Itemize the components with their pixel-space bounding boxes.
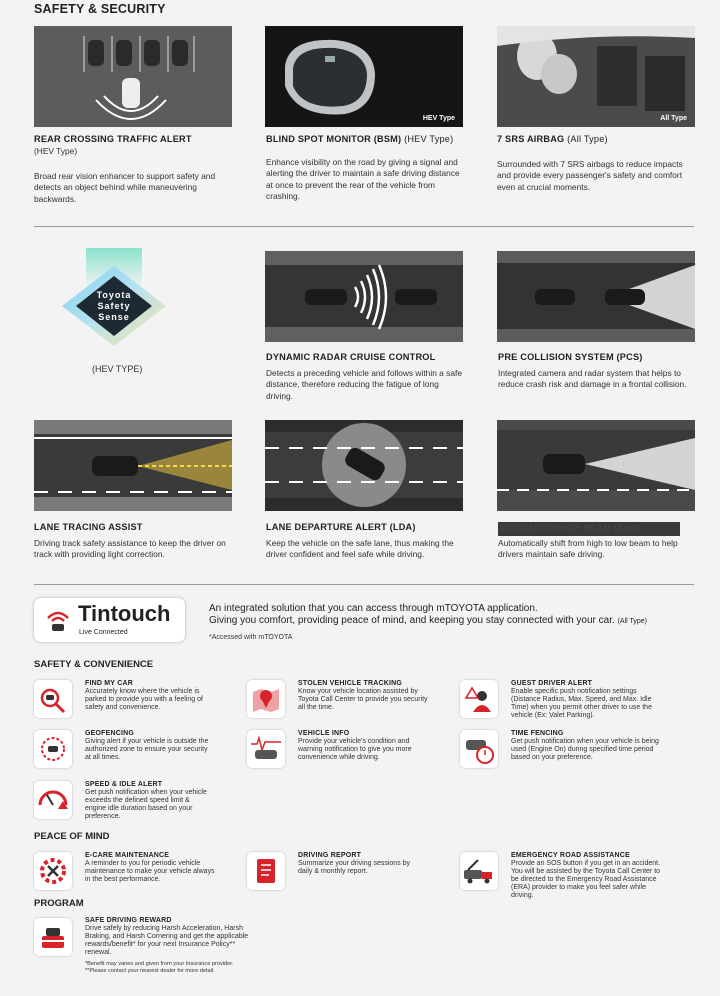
safe-driving-reward-desc: Drive safely by reducing Harsh Acceleration, Harsh Braking, and Harsh Cornering and get the applicable rewards/benefit* for your next Insurance Policy** renewal. — [85, 925, 249, 956]
pre-collision-title: PRE COLLISION SYSTEM (PCS) — [498, 352, 643, 362]
wifi-car-icon — [44, 606, 72, 634]
stolen-vehicle-title: STOLEN VEHICLE TRACKING — [298, 680, 403, 687]
lane-departure-image — [265, 420, 463, 511]
hev-type-tag: HEV Type — [422, 115, 455, 122]
auto-high-beam-image — [497, 420, 695, 511]
safe-driving-reward-icon — [34, 918, 72, 956]
stolen-vehicle-desc: Know your vehicle location assisted by Toyota Call Center to provide you security all the time. — [298, 688, 428, 711]
blind-spot-title — [266, 134, 453, 144]
tss-text — [48, 290, 180, 323]
tss-caption: (HEV TYPE) — [92, 364, 143, 374]
vehicle-info-icon — [247, 730, 285, 768]
tss-line1: Toyota — [96, 290, 132, 300]
guest-driver-desc: Enable specific push notification settings (Distance Radius, Max. Speed, and Max. Idle Time) when you permit other driver to use the vehicle (Ex: Valet Parking). — [511, 688, 652, 719]
tintouch-note: *Accessed with mTOYOTA — [209, 634, 293, 641]
ecare-desc: A reminder to you for periodic vehicle maintenance to make your vehicle always in the best performance. — [85, 860, 215, 883]
rear-cross-traffic-sub: (HEV Type) — [34, 146, 78, 156]
safe-driving-reward-title: SAFE DRIVING REWARD — [85, 917, 172, 924]
airbag-title-main: 7 SRS AIRBAG — [497, 134, 565, 144]
time-fencing-title: TIME FENCING — [511, 730, 564, 737]
geofencing-title: GEOFENCING — [85, 730, 135, 737]
radar-cruise-image — [265, 251, 463, 342]
auto-high-beam-desc: Automatically shift from high to low beam to help drivers maintain safe driving. — [498, 538, 678, 560]
tss-line3: Sense — [98, 312, 130, 322]
tintouch-line2-wrap — [209, 615, 647, 626]
tintouch-line1: An integrated solution that you can access through mTOYOTA application. — [209, 603, 538, 614]
driving-report-icon — [247, 852, 285, 890]
lane-tracing-image — [34, 420, 232, 511]
geofencing-icon — [34, 730, 72, 768]
tintouch-line2: Giving you comfort, providing peace of mind, and keeping you stay connected with your car. — [209, 615, 615, 626]
vehicle-info-desc: Provide your vehicle's condition and warning notification to give you more convenience while driving. — [298, 738, 412, 761]
lane-tracing-desc: Driving track safety assistance to keep the driver on track with providing light correction. — [34, 538, 226, 560]
blind-spot-image — [265, 26, 463, 127]
lane-departure-title: LANE DEPARTURE ALERT (LDA) — [266, 522, 416, 532]
rear-cross-traffic-image — [34, 26, 232, 127]
tintouch-line2-tag: (All Type) — [617, 618, 647, 625]
lane-departure-desc: Keep the vehicle on the safe lane, thus making the driver confident and feel safe while driving. — [266, 538, 454, 560]
blind-spot-title-sub: (HEV Type) — [404, 134, 454, 144]
airbag-title-sub: (All Type) — [567, 134, 608, 144]
program-note-2: **Please contact your nearest dealer for more detail. — [85, 968, 215, 974]
guest-driver-title: GUEST DRIVER ALERT — [511, 680, 593, 687]
emergency-road-desc: Provide an SOS button if you get in an accident. You will be assisted by the Toyota Call Center to be directed to the Emergency Road Assistance (ERA) provider to make you feel safer while driving. — [511, 860, 661, 899]
ecare-icon — [34, 852, 72, 890]
stolen-vehicle-icon — [247, 680, 285, 718]
radar-cruise-desc: Detects a preceding vehicle and follows within a safe distance, therefore reducing the fatigue of long driving. — [266, 368, 462, 401]
rear-cross-traffic-desc: Broad rear vision enhancer to support safety and detects an object behind while maneuvering backwards. — [34, 171, 216, 204]
time-fencing-icon — [460, 730, 498, 768]
page-title: SAFETY & SECURITY — [34, 2, 166, 16]
driving-report-desc: Summarize your driving sessions by daily & monthly report. — [298, 860, 411, 875]
find-car-icon — [34, 680, 72, 718]
vehicle-info-title: VEHICLE INFO — [298, 730, 350, 737]
all-type-tag: All Type — [660, 115, 687, 122]
tss-line2: Safety — [97, 301, 131, 311]
tintouch-logo-text: Tintouch — [78, 601, 171, 626]
geofencing-desc: Giving alert if your vehicle is outside the authorized zone to ensure your security at all times. — [85, 738, 209, 761]
airbag-image — [497, 26, 695, 127]
time-fencing-desc: Get push notification when your vehicle is being used (Engine On) during specified time period based on your preference. — [511, 738, 659, 761]
radar-cruise-title: DYNAMIC RADAR CRUISE CONTROL — [266, 352, 436, 362]
divider — [34, 584, 694, 585]
auto-high-beam-title: AUTOMATIC HIGH BEAM (AHB) — [498, 522, 680, 536]
convenience-heading: SAFETY & CONVENIENCE — [34, 659, 154, 670]
toyota-safety-sense-logo — [48, 248, 180, 366]
ecare-title: E-CARE MAINTENANCE — [85, 852, 170, 859]
airbag-desc: Surrounded with 7 SRS airbags to reduce impacts and provide every passenger's safety and comfort even at crucial moments. — [497, 159, 683, 192]
speed-idle-desc: Get push notification when your vehicle exceeds the defined speed limit & engine idle duration based on your preference. — [85, 789, 207, 820]
blind-spot-desc: Enhance visibility on the road by giving a signal and alerting the driver to maintain a safe driving distance at once to prevent the rear of the vehicle from crashing. — [266, 157, 460, 202]
blind-spot-title-main: BLIND SPOT MONITOR (BSM) — [266, 134, 402, 144]
tintouch-logo-sub: Live Connected — [79, 629, 128, 636]
tintouch-logo — [34, 598, 185, 642]
guest-driver-icon — [460, 680, 498, 718]
rear-cross-traffic-title: REAR CROSSING TRAFFIC ALERT — [34, 134, 192, 144]
emergency-road-title: EMERGENCY ROAD ASSISTANCE — [511, 852, 630, 859]
program-notes — [85, 961, 233, 975]
airbag-title — [497, 134, 608, 144]
pre-collision-image — [497, 251, 695, 342]
emergency-road-icon — [460, 852, 498, 890]
driving-report-title: DRIVING REPORT — [298, 852, 362, 859]
divider — [34, 226, 694, 227]
program-heading: PROGRAM — [34, 898, 84, 909]
pre-collision-desc: Integrated camera and radar system that helps to reduce crash risk and damage in a frontal collision. — [498, 368, 687, 390]
find-car-title: FIND MY CAR — [85, 680, 133, 687]
lane-tracing-title: LANE TRACING ASSIST — [34, 522, 143, 532]
peace-heading: PEACE OF MIND — [34, 831, 110, 842]
program-note-1: *Benefit may varies and given from your Insurance provider. — [85, 961, 234, 967]
find-car-desc: Accurately know where the vehicle is parked to provide you with a feeling of safety and convenience. — [85, 688, 203, 711]
speed-idle-icon — [34, 781, 72, 819]
speed-idle-title: SPEED & IDLE ALERT — [85, 781, 163, 788]
